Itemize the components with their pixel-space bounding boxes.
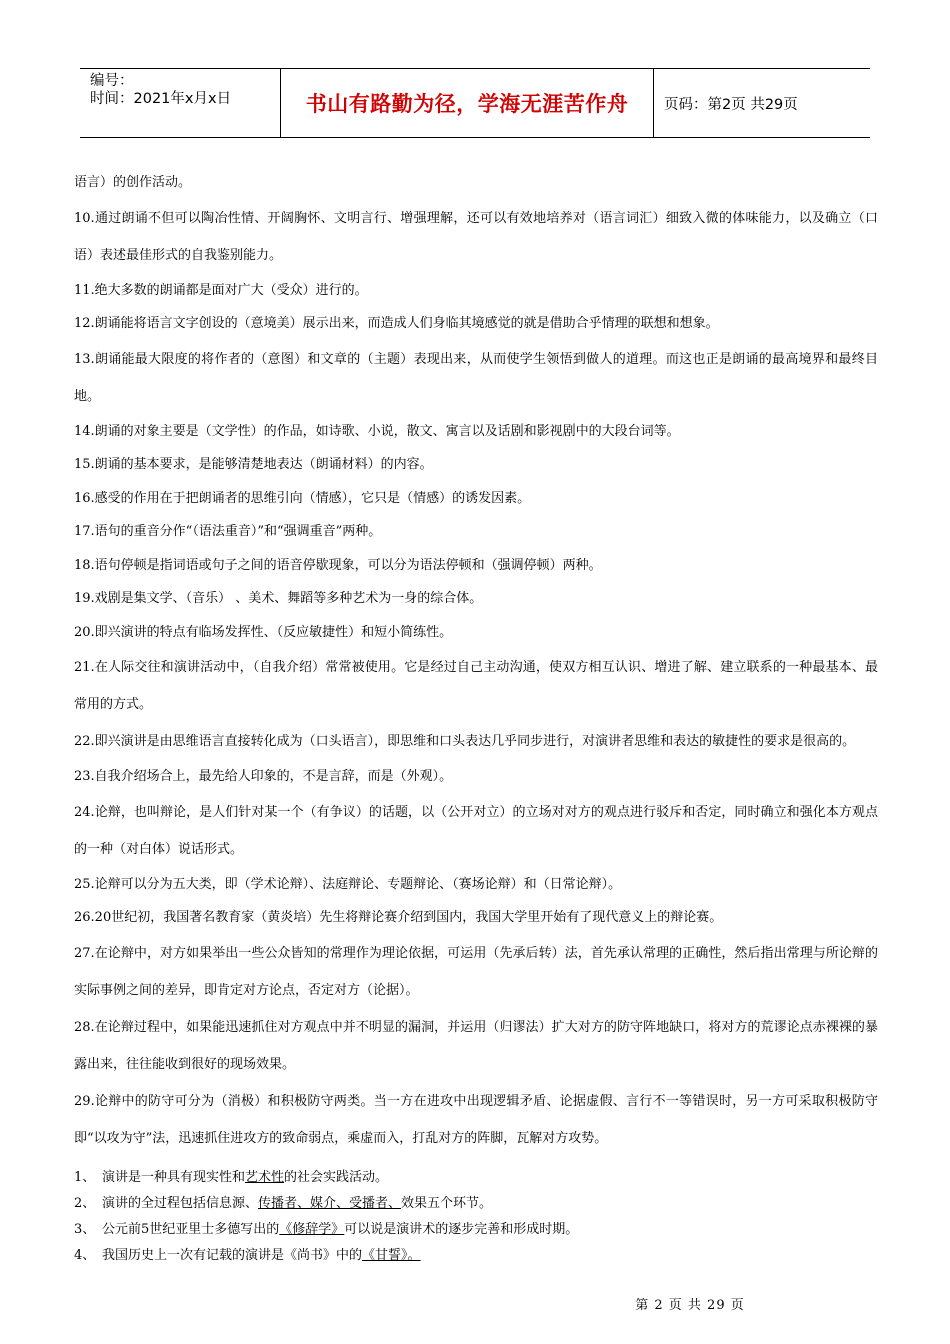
- list-text-underlined: 传播者、媒介、受播者、: [258, 1196, 402, 1211]
- page-footer: [0, 1294, 950, 1313]
- footer-page-number: 第 2 页 共 29 页: [635, 1298, 745, 1313]
- doc-number-label: 编号：: [90, 73, 134, 89]
- header-page-info: 页码：第2页 共29页: [664, 96, 798, 113]
- list-number: 4、: [74, 1248, 96, 1263]
- paragraph: 25.论辩可以分为五大类，即（学术论辩）、法庭辩论、专题辩论、（赛场论辩）和（日常论辩）。: [74, 876, 622, 892]
- paragraph: 19.戏剧是集文学、（音乐） 、美术、舞蹈等多种艺术为一身的综合体。: [74, 591, 483, 606]
- paragraph: 17.语句的重音分作“（语法重音）”和“强调重音”两种。: [74, 524, 382, 539]
- list-text: [102, 1243, 421, 1269]
- list-text-underlined: 《甘誓》。: [362, 1248, 421, 1263]
- list-text-post: 可以说是演讲术的逐步完善和形成时期。: [344, 1222, 579, 1237]
- list-number: 2、: [74, 1196, 96, 1211]
- document-body: [74, 166, 878, 1157]
- doc-date: 时间：2021年x月x日: [90, 91, 232, 107]
- list-number: 3、: [74, 1222, 96, 1237]
- list-item: [74, 1191, 878, 1217]
- list-text: [102, 1165, 388, 1191]
- header-motto-cell: [280, 69, 654, 137]
- paragraph: 11.绝大多数的朗诵都是面对广大（受众）进行的。: [74, 282, 368, 298]
- paragraph: 语言）的创作活动。: [74, 175, 192, 190]
- header-page-cell: [654, 69, 870, 137]
- list-item: [74, 1217, 878, 1243]
- header-meta: [80, 69, 280, 137]
- list-text-pre: 公元前5世纪亚里士多德写出的: [102, 1222, 280, 1237]
- header-motto: 书山有路勤为径，学海无涯苦作舟: [305, 92, 629, 116]
- numbered-list: [74, 1165, 878, 1269]
- page-header: [80, 68, 870, 138]
- paragraph: 13.朗诵能最大限度的将作者的（意图）和文章的（主题）表现出来，从而使学生领悟到做人的道理。而这也正是朗诵的最高境界和最终目地。: [74, 351, 878, 404]
- paragraph: 15.朗诵的基本要求，是能够清楚地表达（朗诵材料）的内容。: [74, 457, 433, 472]
- list-text-pre: 演讲是一种具有现实性和: [102, 1170, 246, 1185]
- paragraph: 18.语句停顿是指词语或句子之间的语音停歇现象，可以分为语法停顿和（强调停顿）两种。: [74, 557, 602, 573]
- paragraph: 14.朗诵的对象主要是（文学性）的作品，如诗歌、小说，散文、寓言以及话剧和影视剧中的大段台词等。: [74, 423, 680, 439]
- list-number: 1、: [74, 1170, 96, 1185]
- list-text-pre: 我国历史上一次有记载的演讲是《尚书》中的: [102, 1248, 363, 1263]
- list-item: [74, 1243, 878, 1269]
- paragraph: 10.通过朗诵不但可以陶冶性情、开阔胸怀、文明言行、增强理解，还可以有效地培养对（语言词汇）细致入微的体味能力，以及确立（口语）表述最佳形式的自我鉴别能力。: [74, 210, 878, 263]
- paragraph: 24.论辩，也叫辩论，是人们针对某一个（有争议）的话题，以（公开对立）的立场对对方的观点进行驳斥和否定，同时确立和强化本方观点的一种（对白体）说话形式。: [74, 804, 878, 857]
- paragraph: 29.论辩中的防守可分为（消极）和积极防守两类。当一方在进攻中出现逻辑矛盾、论据虚假、言行不一等错误时，另一方可采取积极防守即“以攻为守”法，迅速抓住进攻方的致命弱点，乘虚而入，打乱对方的阵脚，瓦解对方攻势。: [74, 1093, 878, 1146]
- paragraph: 23.自我介绍场合上，最先给人印象的，不是言辞，而是（外观）。: [74, 769, 453, 784]
- list-text-underlined: 《修辞学》: [279, 1222, 345, 1237]
- list-text: [102, 1217, 578, 1243]
- paragraph: 27.在论辩中，对方如果举出一些公众皆知的常理作为理论依据，可运用（先承后转）法，首先承认常理的正确性，然后指出常理与所论辩的实际事例之间的差异，即肯定对方论点，否定对方（论据）。: [74, 945, 878, 998]
- paragraph: 26.20世纪初，我国著名教育家（黄炎培）先生将辩论赛介绍到国内，我国大学里开始有了现代意义上的辩论赛。: [74, 910, 723, 925]
- paragraph: 12.朗诵能将语言文字创设的（意境美）展示出来，而造成人们身临其境感觉的就是借助合乎情理的联想和想象。: [74, 316, 719, 331]
- paragraph: 28.在论辩过程中，如果能迅速抓住对方观点中并不明显的漏洞，并运用（归谬法）扩大对方的防守阵地缺口，将对方的荒谬论点赤裸裸的暴露出来，往往能收到很好的现场效果。: [74, 1019, 878, 1072]
- paragraph: 22.即兴演讲是由思维语言直接转化成为（口头语言），即思维和口头表达几乎同步进行，对演讲者思维和表达的敏捷性的要求是很高的。: [74, 734, 856, 749]
- list-text-post: 的社会实践活动。: [284, 1170, 389, 1185]
- paragraph: 16.感受的作用在于把朗诵者的思维引向（情感），它只是（情感）的诱发因素。: [74, 490, 531, 506]
- list-text-underlined: 艺术性: [245, 1170, 285, 1185]
- list-text: [102, 1191, 492, 1217]
- list-item: [74, 1165, 878, 1191]
- list-text-pre: 演讲的全过程包括信息源、: [102, 1196, 259, 1211]
- paragraph: 20.即兴演讲的特点有临场发挥性、（反应敏捷性）和短小简练性。: [74, 624, 453, 640]
- paragraph: 21.在人际交往和演讲活动中，（自我介绍）常常被使用。它是经过自己主动沟通，使双方相互认识、增进了解、建立联系的一种最基本、最常用的方式。: [74, 660, 878, 712]
- list-text-post: 效果五个环节。: [401, 1196, 493, 1211]
